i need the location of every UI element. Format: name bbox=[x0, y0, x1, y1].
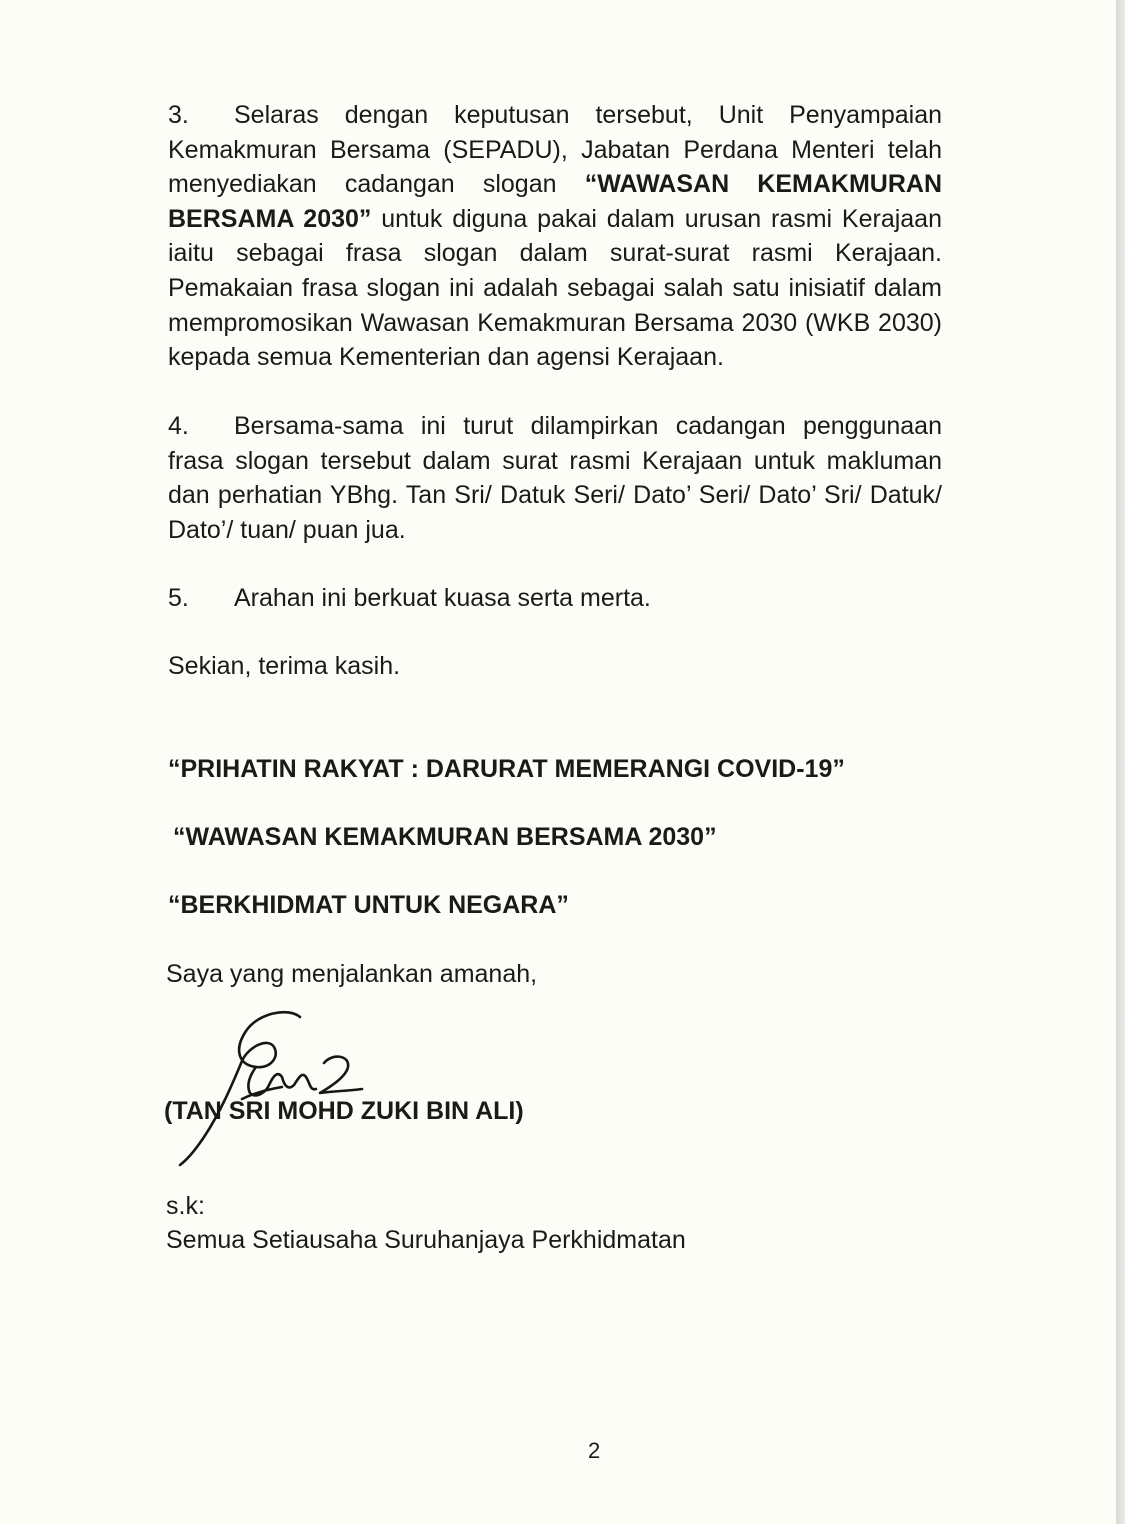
paragraph-5-text: Arahan ini berkuat kuasa serta merta. bbox=[234, 584, 651, 612]
page-number: 2 bbox=[588, 1438, 601, 1463]
handwritten-signature bbox=[170, 1005, 380, 1175]
slogan-wawasan-kemakmuran: “WAWASAN KEMAKMURAN BERSAMA 2030” bbox=[173, 823, 717, 851]
paragraph-3-number: 3. bbox=[168, 101, 189, 129]
slogan-berkhidmat: “BERKHIDMAT UNTUK NEGARA” bbox=[168, 891, 569, 919]
paragraph-4 bbox=[168, 409, 942, 547]
paragraph-4-text: Bersama-sama ini turut dilampirkan cadangan penggunaan frasa slogan tersebut dalam surat rasmi Kerajaan untuk makluman dan perhatian YBhg. Tan Sri/ Datuk Seri/ Dato’ Seri/ Dato’ Sri/ Datuk/ Dato’/ tuan/ puan jua. bbox=[168, 412, 942, 544]
page-edge bbox=[1116, 0, 1125, 1524]
paragraph-3-text-after: untuk diguna pakai dalam urusan rasmi Kerajaan iaitu sebagai frasa slogan dalam surat-surat rasmi Kerajaan. Pemakaian frasa slogan ini adalah sebagai salah satu inisiatif dalam mempromosikan Wawasan Kemakmuran Bersama 2030 (WKB 2030) kepada semua Kementerian dan agensi Kerajaan. bbox=[168, 204, 942, 372]
sign-off-text: Saya yang menjalankan amanah, bbox=[166, 960, 538, 988]
paragraph-3-text-before: Selaras dengan keputusan tersebut, Unit Penyampaian Kemakmuran Bersama (SEPADU), Jabatan Perdana Menteri telah menyediakan cadangan slogan bbox=[168, 101, 942, 199]
paragraph-5-number: 5. bbox=[168, 584, 189, 612]
paragraph-4-number: 4. bbox=[168, 412, 189, 440]
closing-text: Sekian, terima kasih. bbox=[168, 652, 401, 680]
signatory-name: (TAN SRI MOHD ZUKI BIN ALI) bbox=[164, 1097, 524, 1125]
cc-recipient: Semua Setiausaha Suruhanjaya Perkhidmatan bbox=[166, 1226, 686, 1254]
paragraph-3-bold-slogan: “WAWASAN KEMAKMURAN BERSAMA 2030” bbox=[168, 170, 942, 233]
paragraph-5 bbox=[168, 581, 942, 616]
cc-label: s.k: bbox=[166, 1192, 205, 1220]
paragraph-3 bbox=[168, 98, 942, 375]
slogan-prihatin-rakyat: “PRIHATIN RAKYAT : DARURAT MEMERANGI COVID-19” bbox=[168, 755, 845, 783]
